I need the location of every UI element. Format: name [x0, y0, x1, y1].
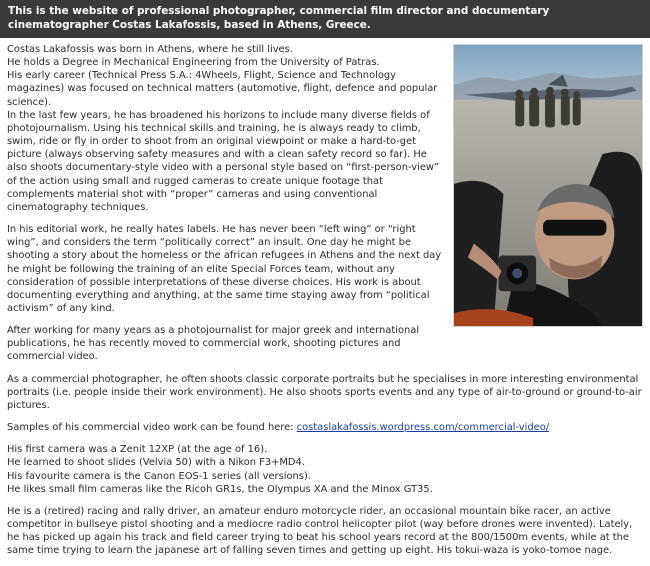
after-working-paragraph: After working for many years as a photojournalist for major greek and international publications, he has recently moved to commercial work, shooting pictures and commercial video.: [7, 325, 420, 363]
header-text: This is the website of professional photographer, commercial film director and documentary cinematographer Costas Lakafossis, based in Athens, Greece.: [8, 5, 550, 31]
intro-line: His early career (Technical Press S.A.: 4Wheels, Flight, Science and Technology magazines) was focused on technical matters (automotive, flight, defence and popular science).: [7, 70, 438, 108]
cameras-paragraph: [7, 443, 645, 496]
intro-line: He holds a Degree in Mechanical Engineering from the University of Patras.: [7, 57, 380, 69]
hobbies-paragraph: He is a (retired) racing and rally driver, an amateur enduro motorcycle rider, an occasional mountain bike racer, an active competitor in bullseye pistol shooting and a mediocre radio control helicopter pilot (way before drones were invented). Lately, he has picked up again his track and field career trying to beat his school years record at the 800/1500m events, while at the same time trying to learn the japanese art of falling seven times and getting up eight. His tokui-waza is yoko-tomoe nage.: [7, 505, 633, 557]
intro-line: Costas Lakafossis was born in Athens, where he still lives.: [7, 44, 293, 55]
camera-line: His first camera was a Zenit 12XP (at the age of 16).: [7, 444, 268, 456]
intro-paragraph: [7, 43, 447, 214]
samples-prefix: Samples of his commercial video work can be found here:: [7, 422, 297, 434]
editorial-paragraph: In his editorial work, he really hates labels. He has never been “left wing” or “right wing”, and considers the term “politically correct” an insult. One day he might be shooting a story about the homeless or the african refugees in Athens and the next day he might be following the training of an elite Special Forces team, without any consideration of possible interpretations of these diverse choices. His work is about documenting everything and anything, at the same time staying away from “political activism” of any kind.: [7, 224, 442, 314]
intro-line: In the last few years, he has broadened his horizons to include many diverse fields of photojournalism. Using his technical skills and training, he is always ready to climb, swim, ride or fly in order to shoot from an original viewpoint or make a hard-to-get picture (always observing safety measures and with a clean safety record so far). He also shoots documentary-style video with a personal style based on “first-person-view” of the action using small and rugged cameras to create unique footage that complements material shot with “proper” cameras and using conventional cinematography techniques.: [7, 109, 440, 213]
camera-line: He likes small film cameras like the Ricoh GR1s, the Olympus XA and the Minox GT35.: [7, 483, 433, 495]
site-header: [0, 0, 650, 38]
camera-line: His favourite camera is the Canon EOS-1 series (all versions).: [7, 470, 311, 482]
camera-line: He learned to shoot slides (Velvia 50) with a Nikon F3+MD4.: [7, 457, 305, 469]
commercial-paragraph: As a commercial photographer, he often shoots classic corporate portraits but he specialises in more interesting environmental portraits (i.e. people inside their work environment). He also shoots sports events and any type of air-to-ground or ground-to-air pictures.: [7, 373, 642, 411]
bio-content: [7, 43, 645, 566]
commercial-video-link[interactable]: costaslakafossis.wordpress.com/commercial-video/: [296, 422, 550, 434]
samples-paragraph: [7, 421, 645, 434]
